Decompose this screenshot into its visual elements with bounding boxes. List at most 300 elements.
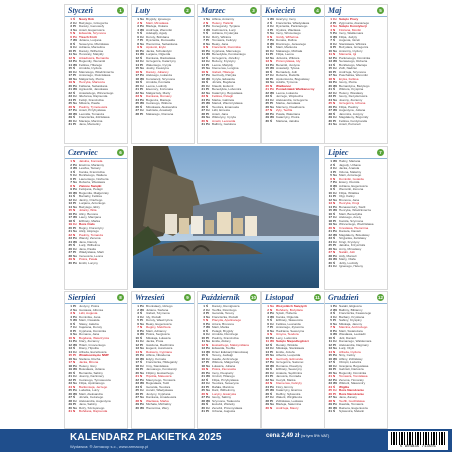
day-number: 3: [330, 166, 332, 170]
name-day: Stryjanka, Żelisławy: [339, 237, 367, 240]
name-day: Elżbiety, Seweryny: [276, 368, 302, 371]
name-day: Elżbiety, Sławomira: [276, 319, 303, 322]
day-number: 23: [68, 381, 72, 385]
weekday: Pt: [206, 38, 210, 42]
name-day: Bohdana, Rajmunda: [79, 410, 108, 413]
day-number: 14: [135, 62, 139, 67]
month-styczen: [64, 4, 128, 144]
weekday: Ś: [333, 236, 336, 240]
day-number: 3: [70, 24, 72, 28]
weekday: Wt: [333, 307, 337, 312]
weekday: N: [140, 94, 143, 98]
name-day: Emila, Józefa: [276, 350, 295, 354]
name-day: Eryka, Feliksa: [339, 77, 359, 81]
weekday: N: [270, 34, 273, 39]
name-day: Franciszki, Dominika: [212, 46, 241, 49]
weekday: N: [73, 360, 76, 364]
weekday: Cz: [333, 66, 337, 70]
weekday: Pt: [73, 97, 77, 102]
day-number: 17: [265, 360, 269, 364]
name-day: Edwarda, Szymona: [79, 32, 106, 35]
weekday: Pn: [333, 104, 337, 109]
day-number: 18: [328, 218, 332, 223]
day-number: 25: [265, 388, 269, 392]
weekday: Pt: [270, 101, 274, 105]
name-day: Macieja, Marcina: [79, 119, 103, 123]
name-day: Katarzyny, Bogusława: [212, 91, 243, 95]
weekday: Ś: [73, 41, 76, 46]
day-number: 3: [203, 311, 205, 315]
day-number: 25: [265, 101, 269, 105]
name-day: Bożydara, Grzegorza: [339, 46, 369, 49]
day-row: [264, 120, 322, 124]
weekday: Ś: [270, 342, 273, 347]
day-number: 5: [330, 31, 332, 35]
name-day: Marii, Marka: [212, 326, 230, 329]
name-day: Delfiny, Sylwestra: [276, 392, 301, 396]
day-number: 29: [201, 402, 205, 406]
day-number: 18: [328, 76, 332, 81]
day-number: 28: [68, 398, 72, 403]
day-number: 7: [70, 180, 72, 184]
price-value: 2,49 zł: [281, 433, 300, 439]
weekday: N: [270, 405, 273, 410]
weekday: Wt: [140, 405, 144, 410]
weekday: Wt: [333, 108, 337, 112]
day-number: 2: [203, 20, 205, 25]
month-name: Czerwiec: [68, 148, 98, 157]
day-number: 9: [330, 187, 332, 191]
name-day: Bronisławy, Idziego: [146, 305, 173, 308]
weekday: N: [73, 232, 76, 237]
weekday: Ś: [73, 370, 76, 375]
day-number: 16: [201, 356, 205, 361]
day-number: 12: [135, 342, 139, 347]
weekday: Pt: [73, 304, 77, 308]
weekday: Pn: [270, 360, 274, 364]
day-number: 6: [330, 34, 332, 39]
day-number: 3: [267, 311, 269, 315]
day-number: 22: [135, 90, 139, 95]
name-day: Marii, Mariusza: [276, 46, 297, 49]
name-day: Pauliny, Tomasza: [79, 233, 103, 237]
day-number: 29: [201, 115, 205, 119]
weekday: Cz: [140, 388, 144, 392]
name-day: Wiktora, Małgorzaty: [212, 361, 240, 364]
name-day: Jana, Danuty: [79, 240, 98, 244]
weekday: Ś: [206, 304, 209, 308]
name-day: Gabriela, Anastazji: [146, 109, 172, 112]
month-name: Grudzień: [328, 293, 359, 302]
weekday: Wt: [206, 349, 210, 354]
day-number: 19: [328, 367, 332, 371]
name-day: Feliksa, Pelagii: [212, 95, 233, 98]
weekday: N: [140, 398, 143, 403]
weekday: So: [333, 346, 337, 350]
weekday: Wt: [333, 257, 337, 261]
day-number: 22: [265, 377, 269, 382]
weekday: Wt: [73, 38, 77, 42]
name-day: Daniela, Danieli: [339, 230, 361, 233]
weekday: N: [73, 335, 76, 340]
name-day: Feliksa, Hilarego: [79, 63, 103, 67]
day-number: 18: [68, 363, 72, 368]
weekday: Pn: [140, 97, 144, 102]
day-number: 15: [265, 353, 269, 357]
name-day: Filipa, Leona: [276, 53, 294, 56]
weekday: Ś: [333, 384, 336, 389]
day-number: 19: [265, 367, 269, 371]
name-day: Adriana, Fryderyka: [212, 32, 239, 35]
weekday: Cz: [140, 59, 144, 63]
weekday: N: [73, 208, 76, 212]
day-number: 11: [135, 339, 139, 343]
name-day: Grażyny, Ireny: [276, 18, 296, 21]
name-day: Bazylego, Grzegorza: [79, 21, 108, 25]
day-number: 8: [137, 41, 139, 46]
day-number: 14: [68, 349, 72, 354]
name-day: Bogny, Florentyny: [79, 226, 104, 230]
name-day: Niny, Celiny: [339, 354, 356, 357]
name-day: Artura, Brunona: [212, 322, 234, 326]
month-name: Maj: [328, 6, 342, 15]
day-number: 24: [68, 97, 72, 102]
weekday: Cz: [270, 24, 274, 28]
name-day: Roberta, Rudolfa: [276, 74, 300, 77]
weekday: N: [333, 52, 336, 56]
day-number: 22: [328, 90, 332, 95]
weekday: Pn: [140, 24, 144, 28]
weekday: Cz: [270, 73, 274, 77]
weekday: Pn: [206, 370, 210, 375]
name-day: Balbiny, Bibianny: [339, 308, 363, 312]
name-day: Andrzeja, Szymona: [339, 70, 366, 74]
weekday: Wt: [73, 391, 77, 396]
weekday: Wt: [333, 59, 337, 63]
name-day: Juliusza, Wiktora: [276, 56, 300, 60]
name-day: Joanny, Kazimiery: [79, 375, 105, 378]
name-day: Felicjana, Pelagii: [79, 188, 103, 191]
name-day: Konstancji, Szymona: [146, 77, 175, 81]
day-number: 9: [267, 332, 269, 336]
name-day: Arnolda, Izydora: [79, 67, 102, 70]
day-number: 24: [201, 97, 205, 102]
day-number: 20: [328, 370, 332, 375]
weekday: Pn: [73, 339, 77, 343]
name-day: Hieronima, Wery: [146, 406, 169, 410]
day-number: 6: [267, 34, 269, 39]
weekday: Pt: [140, 342, 144, 347]
day-number: 10: [328, 335, 332, 340]
name-day: Klemensa, Longina: [212, 67, 239, 70]
day-number: 2: [267, 20, 269, 25]
month-header: [132, 292, 194, 304]
day-number: 7: [267, 325, 269, 329]
weekday: So: [333, 48, 337, 53]
weekday: N: [73, 55, 76, 60]
day-number: 10: [135, 335, 139, 340]
day-number: 1: [267, 304, 269, 308]
weekday: Cz: [73, 45, 77, 49]
day-number: 13: [68, 201, 72, 205]
weekday: Cz: [333, 41, 337, 46]
day-number: 4: [330, 314, 332, 319]
weekday: N: [270, 356, 273, 361]
weekday: Wt: [73, 342, 77, 347]
day-number: 21: [68, 87, 72, 91]
weekday: Cz: [73, 398, 77, 403]
name-day: Antoniego, Żytomira: [276, 326, 304, 329]
weekday: Cz: [206, 381, 210, 385]
name-day: Henryka, Mariusza: [79, 81, 105, 84]
day-number: 2: [70, 20, 72, 25]
weekday: So: [270, 353, 274, 357]
weekday: So: [140, 66, 144, 70]
name-day: Teodora, Emanuela: [212, 105, 239, 109]
name-day: Zielone Świątki: [79, 184, 102, 188]
name-day: Olimpii, Łazarza: [339, 361, 362, 364]
weekday: Wt: [333, 183, 337, 188]
day-number: 6: [70, 34, 72, 39]
weekday: Pn: [333, 402, 337, 406]
month-listopad: [261, 291, 325, 429]
name-day: Gracjana, Bogusława: [339, 364, 369, 368]
weekday: So: [73, 52, 77, 56]
day-number: 16: [68, 211, 72, 216]
day-number: 8: [330, 183, 332, 188]
weekday: Wt: [73, 318, 77, 322]
day-number: 9: [137, 332, 139, 336]
month-name: Listopad: [265, 293, 294, 302]
weekday: Wt: [73, 215, 77, 219]
name-day: Damiana, Romany: [146, 95, 172, 98]
footer-bar: [0, 429, 452, 452]
weekday: So: [206, 388, 210, 392]
day-list: [325, 304, 387, 414]
weekday: Pn: [73, 260, 77, 265]
weekday: N: [140, 20, 143, 25]
day-number: 15: [328, 66, 332, 70]
day-number: 18: [135, 76, 139, 81]
weekday: Pt: [73, 328, 77, 333]
weekday: So: [333, 122, 337, 126]
name-day: Pelagii, Brygidy: [212, 329, 234, 333]
day-number: 30: [135, 405, 139, 410]
name-day: Zofii, Nadziei: [339, 67, 357, 70]
name-day: Augustyna, Juliana: [339, 109, 366, 112]
name-day: Makarego, Michała: [276, 49, 303, 53]
weekday: Ś: [73, 17, 76, 21]
name-day: Natalii, Julii: [339, 251, 355, 254]
weekday: Ś: [333, 111, 336, 116]
weekday: So: [333, 24, 337, 28]
weekday: So: [73, 27, 77, 32]
weekday: Pn: [73, 388, 77, 392]
name-day: Eustachego, Maksymiliana: [212, 343, 249, 347]
name-day: Seweryna, Mścisława: [79, 42, 109, 46]
day-number: 1: [137, 17, 139, 21]
day-row: [327, 410, 385, 414]
name-day: Jerzego, Wojciecha: [276, 95, 303, 98]
name-day: Wniebowzięcie NMP: [79, 354, 109, 357]
day-number: 8: [137, 328, 139, 333]
day-number: 26: [265, 391, 269, 396]
day-number: 28: [135, 111, 139, 116]
weekday: Pn: [206, 395, 210, 399]
name-day: Zenobii, Przemysława: [212, 406, 243, 410]
weekday: Cz: [270, 346, 274, 350]
day-number: 20: [201, 83, 205, 88]
day-number: 2: [137, 307, 139, 312]
day-number: 17: [68, 360, 72, 364]
weekday: So: [73, 381, 77, 385]
day-number: 11: [265, 52, 269, 56]
weekday: Cz: [140, 34, 144, 39]
day-number: 27: [201, 395, 205, 399]
name-day: Natalii, Eligiusza: [339, 305, 362, 308]
day-row: [134, 407, 192, 411]
weekday: Cz: [140, 314, 144, 319]
weekday: So: [73, 180, 77, 184]
weekday: Cz: [73, 325, 77, 329]
day-number: 9: [330, 45, 332, 49]
name-day: Anatola, Sędzimira: [276, 371, 302, 375]
name-day: Mikołaja, Łukasza: [146, 336, 171, 340]
weekday: Pn: [333, 80, 337, 84]
weekday: Pt: [73, 176, 77, 181]
name-day: Weroniki, Zenona: [339, 188, 364, 191]
name-day: Wielkanoc: [276, 84, 292, 88]
name-day: Leona, Łukasza: [276, 91, 298, 95]
month-name: Kwiecień: [265, 6, 296, 15]
weekday: Pt: [333, 45, 337, 49]
day-number: 12: [135, 55, 139, 60]
weekday: Ś: [333, 211, 336, 216]
name-day: Karola, Olgierda: [276, 315, 299, 319]
weekday: Cz: [140, 363, 144, 368]
weekday: N: [270, 59, 273, 63]
weekday: Pn: [333, 377, 337, 382]
weekday: Pt: [206, 409, 210, 413]
weekday: Cz: [73, 349, 77, 354]
weekday: N: [140, 325, 143, 329]
name-day: Antoniego, Rościsława: [79, 74, 111, 77]
day-number: 27: [328, 108, 332, 112]
name-day: Tomasza, Tomisława: [339, 375, 368, 378]
name-day: Flory, Emmy: [276, 385, 294, 389]
name-day: Teofili, Godzisława: [339, 399, 365, 403]
day-number: 30: [328, 118, 332, 123]
day-number: 10: [201, 48, 205, 53]
day-number: 11: [68, 339, 72, 343]
weekday: Wt: [270, 339, 274, 343]
weekday: Ś: [333, 335, 336, 340]
name-day: Jagody, Urbana: [339, 163, 361, 167]
name-day: Heleny, Halszki: [212, 21, 234, 25]
day-number: 2: [330, 307, 332, 312]
name-day: Bonawentury, Stelli: [339, 205, 366, 209]
weekday: Wt: [140, 27, 144, 32]
day-number: 21: [328, 374, 332, 378]
day-number: 12: [68, 342, 72, 347]
name-day: Adriana, Marcelina: [79, 46, 105, 49]
day-number: 30: [328, 260, 332, 265]
name-day: Adelajdy, Agaty: [146, 32, 168, 35]
name-day: Floriana, Moniki: [339, 28, 361, 32]
day-number: 3: [137, 24, 139, 28]
name-day: Kunegundy, Tycjana: [212, 25, 240, 28]
weekday: Pn: [333, 353, 337, 357]
day-number: 19: [68, 367, 72, 371]
name-day: Bogdana, Wawrzyńca: [79, 336, 109, 340]
weekday: Ś: [270, 69, 273, 74]
weekday: So: [270, 328, 274, 333]
name-day: Albina, Antoniny: [212, 18, 235, 21]
day-number: 4: [203, 27, 205, 32]
weekday: Pt: [73, 225, 77, 230]
name-day: Hadriana, Seweryna: [276, 329, 305, 333]
weekday: Cz: [73, 173, 77, 177]
day-number: 25: [328, 101, 332, 105]
name-day: Karola, Franciszka: [79, 170, 105, 174]
weekday: Pt: [270, 325, 274, 329]
weekday: Pn: [140, 328, 144, 333]
day-number: 31: [328, 264, 332, 268]
name-day: Magdaleny, Bogumiły: [339, 116, 369, 119]
name-day: Bogumiły, Weroniki: [79, 60, 106, 63]
day-number: 16: [328, 69, 332, 74]
name-day: Wiktora, Kryspina: [339, 88, 364, 91]
month-number-badge: 8: [117, 294, 124, 301]
weekday: Pn: [206, 346, 210, 350]
weekday: N: [206, 118, 209, 123]
day-number: 25: [328, 388, 332, 392]
name-day: Heleny, Ilony: [79, 364, 97, 368]
weekday: Ś: [140, 31, 143, 35]
name-day: Marty, Olafa: [339, 258, 356, 261]
month-name: Styczeń: [68, 6, 93, 15]
month-header: [262, 292, 324, 304]
weekday: Pt: [140, 38, 144, 42]
name-day: Henryka, Kingi: [339, 202, 360, 205]
month-marzec: [197, 4, 261, 144]
day-number: 20: [265, 83, 269, 88]
day-number: 11: [201, 52, 205, 56]
day-row: [200, 410, 258, 414]
day-number: 22: [328, 377, 332, 382]
name-day: Franciszka, Rozalii: [212, 315, 238, 319]
month-name: Marzec: [201, 6, 226, 15]
day-number: 2: [267, 307, 269, 312]
day-number: 26: [328, 391, 332, 396]
name-day: Ryszarda, Pankracego: [276, 25, 308, 28]
weekday: Pt: [206, 111, 210, 116]
day-number: 6: [267, 321, 269, 326]
name-day: Bogusza, Macieja: [146, 98, 171, 102]
name-day: Augusta, Gizeli: [339, 39, 360, 42]
name-day: Zenona, Honoraty: [339, 378, 364, 382]
day-number: 13: [265, 346, 269, 350]
day-number: 15: [135, 66, 139, 70]
name-day: Filipiny, Eustachego: [146, 371, 174, 375]
name-day: Jana, Sabiny: [79, 403, 97, 406]
day-number: 20: [68, 83, 72, 88]
day-number: 25: [201, 388, 205, 392]
weekday: Pt: [333, 318, 337, 322]
day-number: 20: [328, 83, 332, 88]
weekday: Pt: [73, 353, 77, 357]
weekday: N: [73, 159, 76, 163]
